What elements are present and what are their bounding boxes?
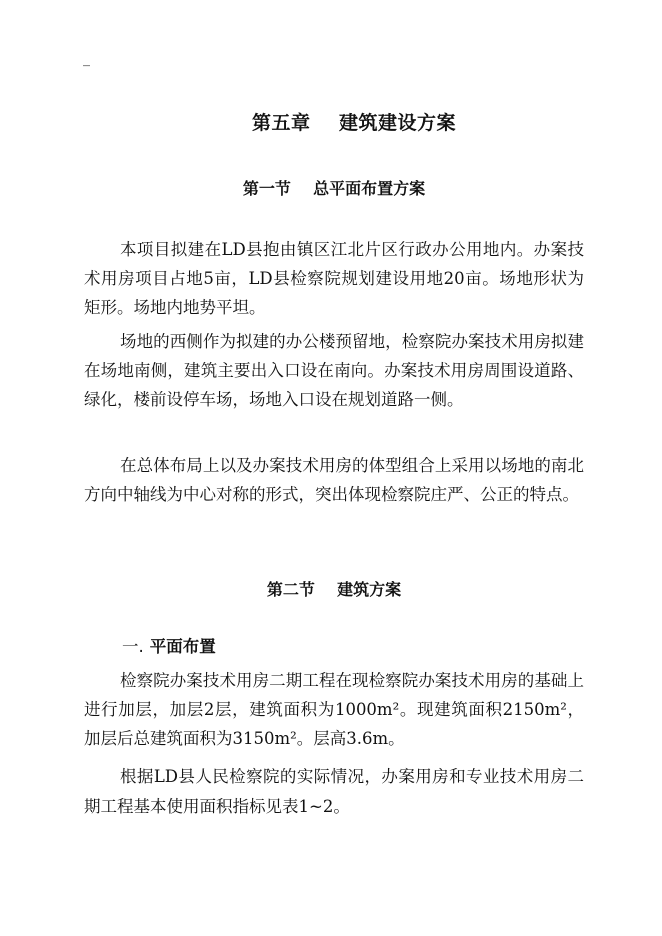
- section-2-paragraph-1: 检察院办案技术用房二期工程在现检察院办案技术用房的基础上进行加层，加层2层，建筑面积为1000m²。现建筑面积2150m²，加层后总建筑面积为3150m²。层高3.6m。: [84, 671, 584, 748]
- header-mark: _: [83, 51, 90, 67]
- subsection-heading: [122, 635, 216, 659]
- subsection-number: 一.: [122, 637, 144, 656]
- section-1-paragraph-1: 本项目拟建在LD县抱由镇区江北片区行政办公用地内。办案技术用房项目占地5亩，LD县检察院规划建设用地20亩。场地形状为矩形。场地内地势平坦。: [84, 240, 584, 317]
- section-1-paragraph-3: 在总体布局上以及办案技术用房的体型组合上采用以场地的南北方向中轴线为中心对称的形式，突出体现检察院庄严、公正的特点。: [84, 456, 584, 504]
- chapter-title: 第五章 建筑建设方案: [252, 112, 456, 134]
- subsection-title: 平面布置: [149, 637, 216, 656]
- section-1-title: 第一节 总平面布置方案: [242, 179, 426, 198]
- section-2-title: 第二节 建筑方案: [266, 580, 402, 599]
- section-2-paragraph-2: 根据LD县人民检察院的实际情况，办案用房和专业技术用房二期工程基本使用面积指标见表1~2。: [84, 767, 584, 816]
- section-1-paragraph-2: 场地的西侧作为拟建的办公楼预留地，检察院办案技术用房拟建在场地南侧，建筑主要出入口设在南向。办案技术用房周围设道路、绿化，楼前设停车场，场地入口设在规划道路一侧。: [84, 332, 584, 409]
